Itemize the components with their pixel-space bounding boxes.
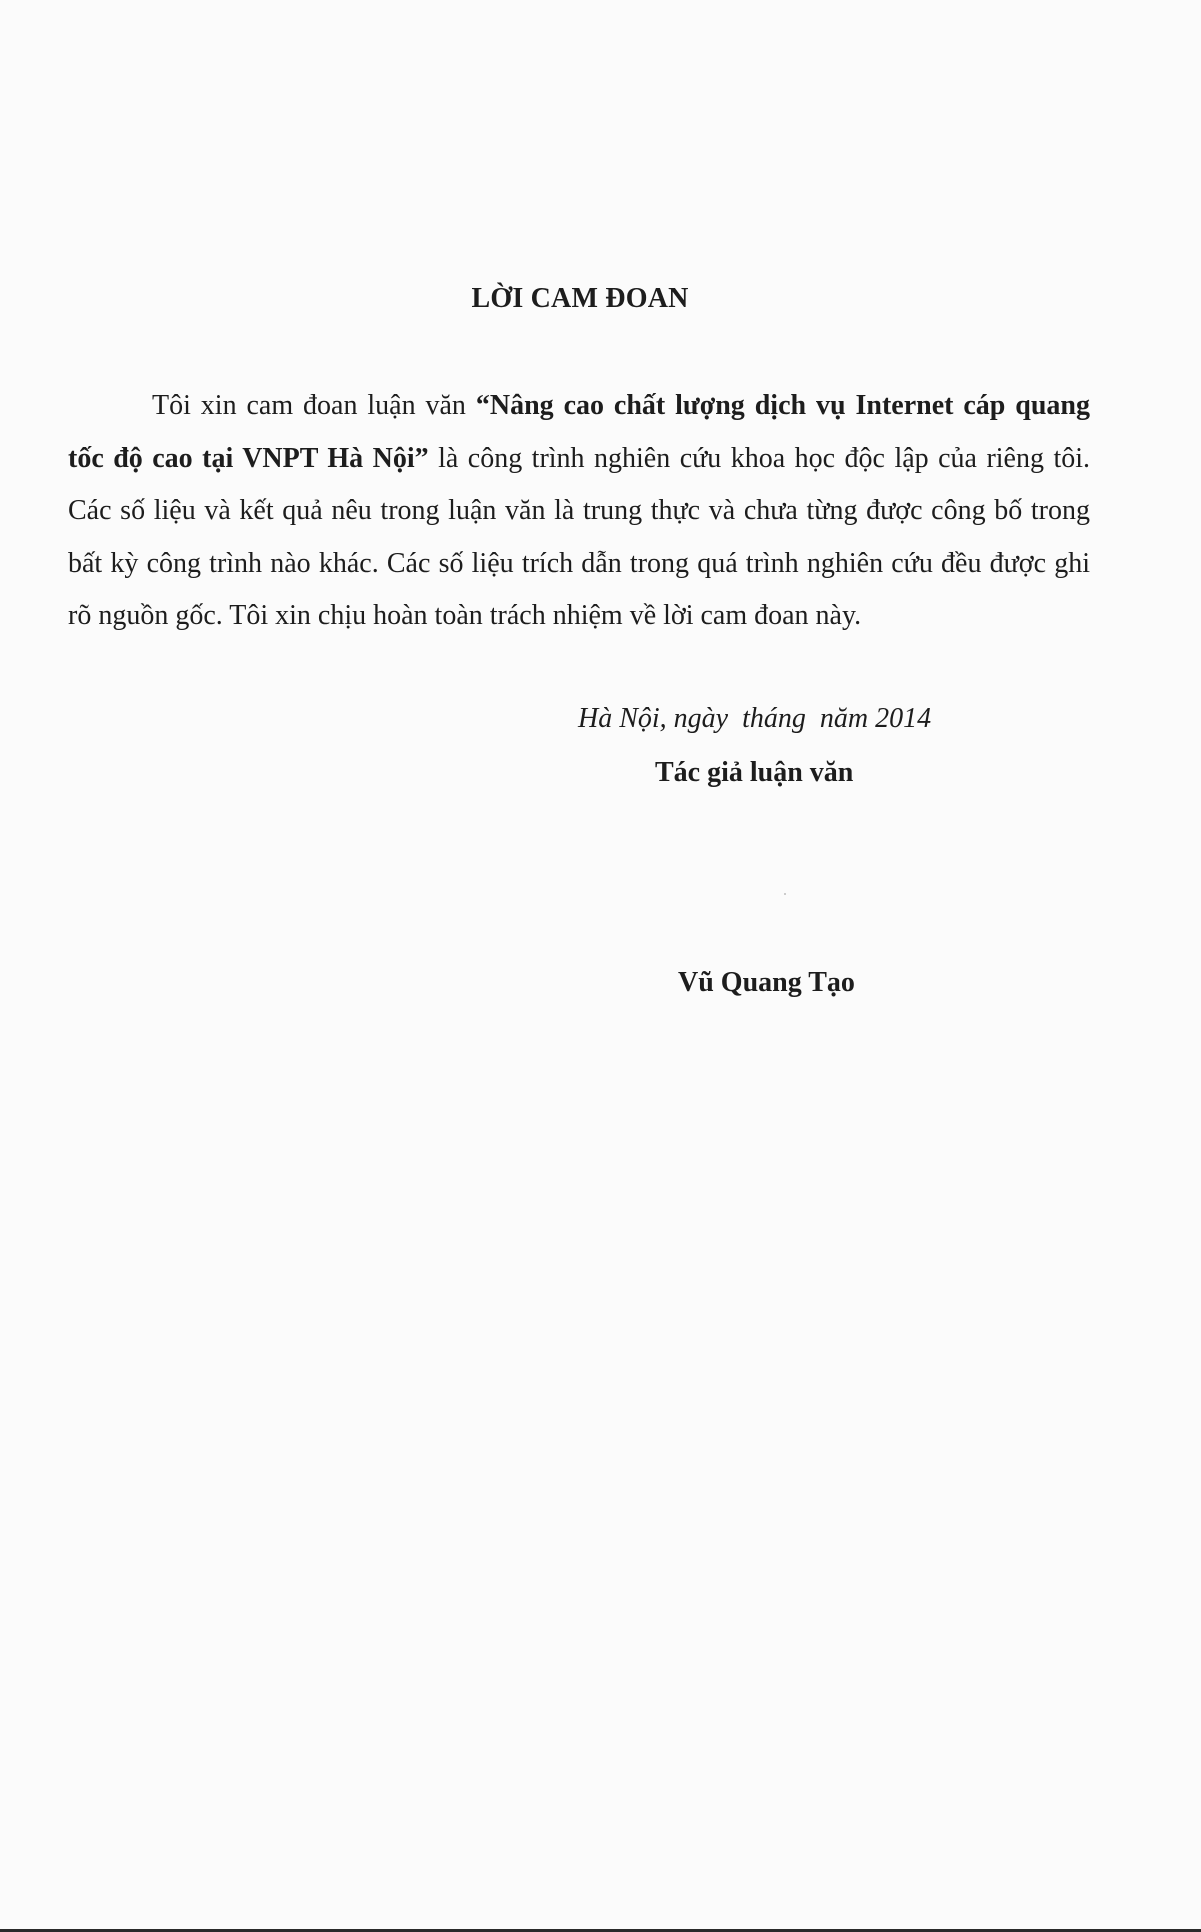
author-name: Vũ Quang Tạo — [678, 967, 855, 998]
declaration-paragraph — [68, 380, 1090, 643]
paragraph-intro: Tôi xin cam đoan luận văn — [152, 390, 476, 421]
thesis-title: “Nâng cao chất lượng dịch vụ Internet cáp quang tốc độ cao tại VNPT Hà Nội” — [68, 390, 1090, 474]
paragraph-body: là công trình nghiên cứu khoa học độc lập của riêng tôi. Các số liệu và kết quả nêu trong luận văn là trung thực và chưa từng được công bố trong bất kỳ công trình nào khác. Các số liệu trích dẫn trong quá trình nghiên cứu đều được ghi rõ nguồn gốc. Tôi xin chịu hoàn toàn trách nhiệm về lời cam đoan này. — [68, 442, 1090, 631]
date-line: Hà Nội, ngày tháng năm 2014 — [578, 703, 932, 734]
scan-speck — [784, 893, 786, 895]
page-title: LỜI CAM ĐOAN — [471, 283, 689, 314]
author-label: Tác giả luận văn — [655, 757, 854, 788]
